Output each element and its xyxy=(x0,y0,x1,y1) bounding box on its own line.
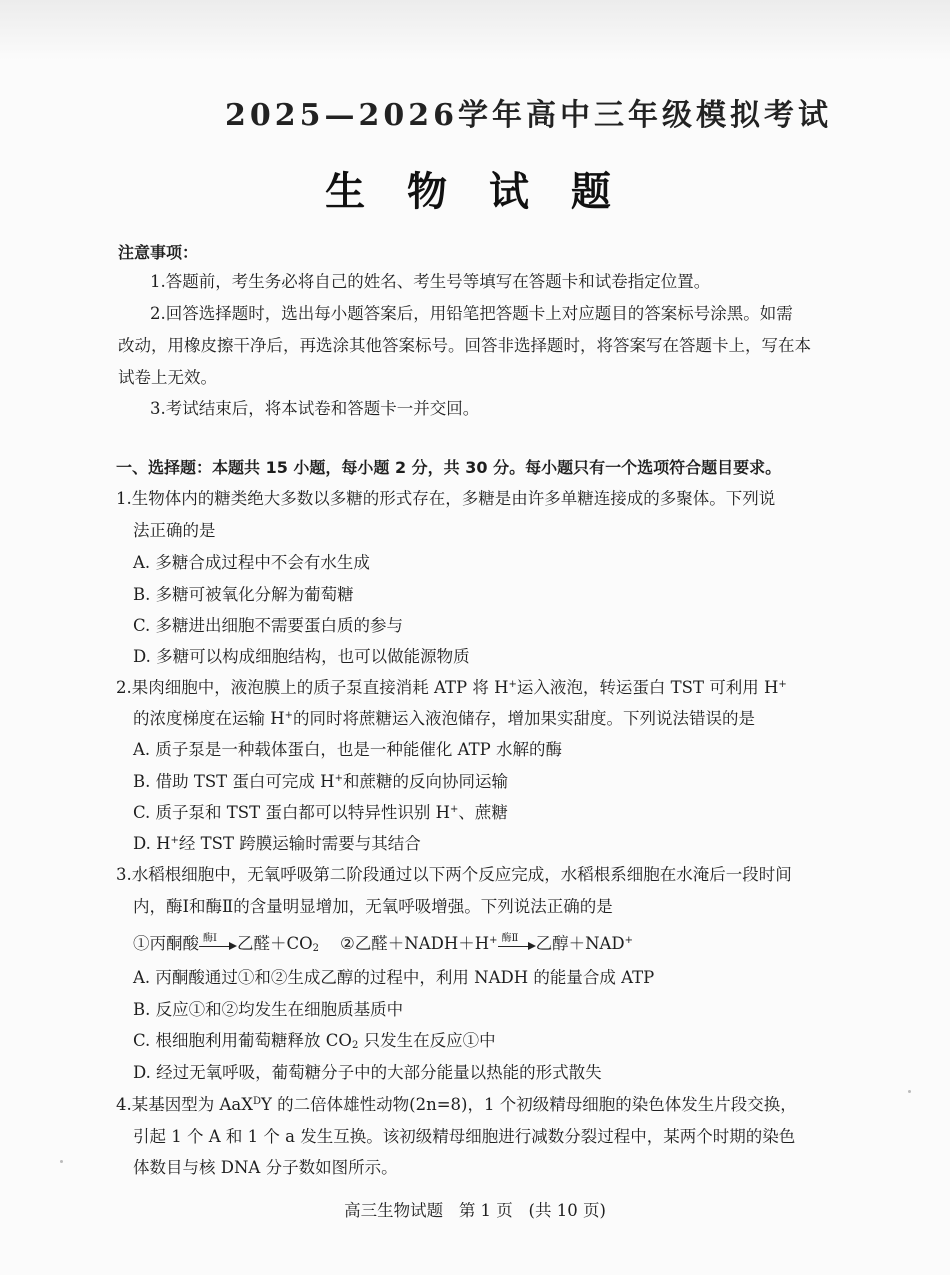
notice-item-2: 2.回答选择题时，选出每小题答案后，用铅笔把答题卡上对应题目的答案标号涂黑。如需 xyxy=(150,304,793,323)
q2-option-b: B. 借助 TST 蛋白可完成 H+和蔗糖的反向协同运输 xyxy=(133,772,508,791)
q2-option-a: A. 质子泵是一种载体蛋白，也是一种能催化 ATP 水解的酶 xyxy=(133,740,563,759)
scan-speck xyxy=(908,1090,911,1093)
page-title: 生 物 试 题 xyxy=(325,169,625,215)
scan-speck xyxy=(60,1160,63,1163)
notice-item-2-cont: 改动，用橡皮擦干净后，再选涂其他答案标号。回答非选择题时，将答案写在答题卡上，写在本 xyxy=(118,336,811,355)
reaction-arrow-icon: 酶Ⅰ xyxy=(199,938,237,952)
header-text: 2025—2026学年高中三年级模拟考试 xyxy=(225,98,832,133)
q1-stem-line1: 1.生物体内的糖类绝大多数以多糖的形式存在，多糖是由许多单糖连接成的多聚体。下列说 xyxy=(116,489,776,508)
page-edge-shadow xyxy=(0,0,950,60)
notice-item-2-end: 试卷上无效。 xyxy=(118,368,217,387)
reaction-arrow-icon: 酶Ⅱ xyxy=(498,938,536,952)
q1-option-b: B. 多糖可被氧化分解为葡萄糖 xyxy=(133,585,354,604)
q3-option-c: C. 根细胞利用葡萄糖释放 $CO_2$ 只发生在反应①中 xyxy=(133,1031,496,1051)
q2-stem-line1: 2.果肉细胞中，液泡膜上的质子泵直接消耗 ATP 将 H+运入液泡，转运蛋白 TST 可利用 H+ xyxy=(116,678,787,697)
q3-stem-line1: 3.水稻根细胞中，无氧呼吸第二阶段通过以下两个反应完成，水稻根系细胞在水淹后一段时间 xyxy=(116,865,792,884)
q3-option-a: A. 丙酮酸通过①和②生成乙醇的过程中，利用 NADH 的能量合成 ATP xyxy=(133,968,655,987)
q1-option-a: A. 多糖合成过程中不会有水生成 xyxy=(133,553,370,572)
q2-option-c: C. 质子泵和 TST 蛋白都可以特异性识别 H+、蔗糖 xyxy=(133,803,508,822)
q2-stem-line2: 的浓度梯度在运输 H+的同时将蔗糖运入液泡储存，增加果实甜度。下列说法错误的是 xyxy=(133,709,756,728)
q4-stem-line3: 体数目与核 DNA 分子数如图所示。 xyxy=(133,1158,398,1177)
q1-stem-line2: 法正确的是 xyxy=(133,521,216,540)
cut-off-header xyxy=(225,98,832,133)
q3-option-b: B. 反应①和②均发生在细胞质基质中 xyxy=(133,1000,404,1019)
q3-stem-line2: 内，酶Ⅰ和酶Ⅱ的含量明显增加，无氧呼吸增强。下列说法正确的是 xyxy=(133,897,613,916)
notice-heading: 注意事项： xyxy=(118,243,199,262)
q1-option-c: C. 多糖进出细胞不需要蛋白质的参与 xyxy=(133,616,404,635)
notice-item-3: 3.考试结束后，将本试卷和答题卡一并交回。 xyxy=(150,399,480,418)
q3-equations: ①丙酮酸 酶Ⅰ 乙醛$+CO_2$ ②乙醛＋NADH＋H+ 酶Ⅱ 乙醇＋NAD+ xyxy=(133,932,634,954)
q2-option-d: D. H+经 TST 跨膜运输时需要与其结合 xyxy=(133,834,421,853)
section-heading: 一、选择题：本题共 15 小题，每小题 2 分，共 30 分。每小题只有一个选项符合题目要求。 xyxy=(116,458,782,477)
page-footer: 高三生物试题 第 1 页 (共 10 页) xyxy=(344,1201,606,1220)
q4-stem-line1: 4.某基因型为 AaX$^D$Y 的二倍体雄性动物(2n=8)，1 个初级精母细胞的染色体发生片段交换， xyxy=(116,1095,797,1114)
q3-option-d: D. 经过无氧呼吸，葡萄糖分子中的大部分能量以热能的形式散失 xyxy=(133,1063,602,1082)
q4-stem-line2: 引起 1 个 A 和 1 个 a 发生互换。该初级精母细胞进行减数分裂过程中，某两个时期的染色 xyxy=(133,1127,796,1146)
notice-item-1: 1.答题前，考生务必将自己的姓名、考生号等填写在答题卡和试卷指定位置。 xyxy=(150,272,711,291)
q1-option-d: D. 多糖可以构成细胞结构，也可以做能源物质 xyxy=(133,647,470,666)
